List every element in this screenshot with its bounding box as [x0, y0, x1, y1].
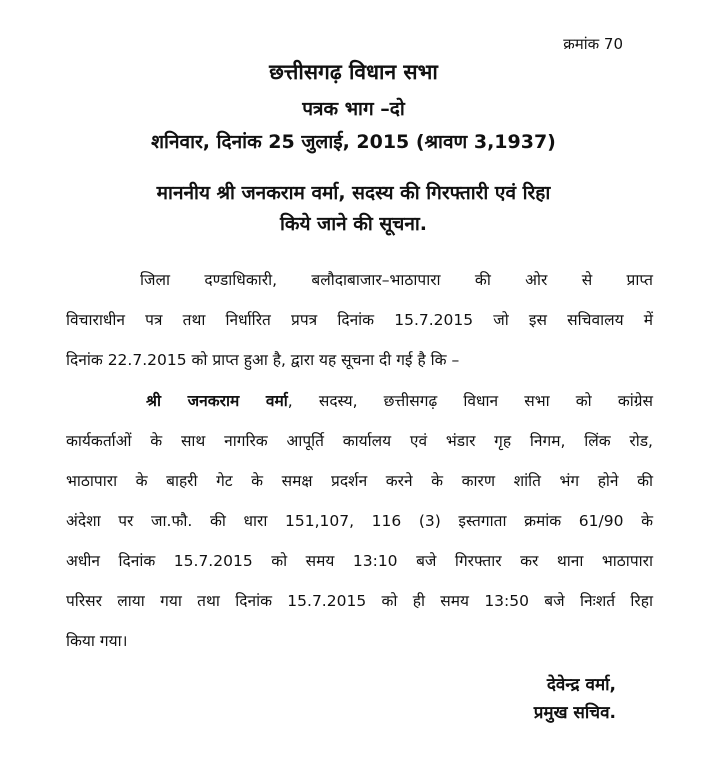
subject-line-1: माननीय श्री जनकराम वर्मा, सदस्य की गिरफ्तारी एवं रिहा: [156, 182, 551, 204]
signatory-designation: प्रमुख सचिव.: [533, 703, 616, 723]
para2-line-3: भाठापारा के बाहरी गेट के समक्ष प्रदर्शन करने के कारण शांति भंग होने की: [66, 472, 653, 490]
assembly-title: छत्तीसगढ़ विधान सभा: [269, 60, 438, 84]
para2-line-2: कार्यकर्ताओं के साथ नागरिक आपूर्ति कार्यालय एवं भंडार गृह निगम, लिंक रोड,: [66, 432, 653, 450]
para1-line-3: दिनांक 22.7.2015 को प्राप्त हुआ है, द्वारा यह सूचना दी गई है कि –: [66, 351, 460, 369]
para2-line-6: परिसर लाया गया तथा दिनांक 15.7.2015 को ही समय 13:50 बजे निःशर्त रिहा: [66, 592, 653, 610]
bulletin-part: पत्रक भाग –दो: [302, 98, 405, 120]
para2-line-5: अधीन दिनांक 15.7.2015 को समय 13:10 बजे गिरफ्तार कर थाना भाठापारा: [66, 552, 653, 570]
subject-line-2: किये जाने की सूचना.: [279, 213, 428, 235]
para1-line-1: जिला दण्डाधिकारी, बलौदाबाजार–भाठापारा की ओर से प्राप्त: [140, 271, 653, 289]
para2-line-7: किया गया।: [66, 632, 128, 650]
date-line: शनिवार, दिनांक 25 जुलाई, 2015 (श्रावण 3,1937): [151, 131, 556, 153]
signatory-name: देवेन्द्र वर्मा,: [546, 675, 616, 695]
member-name: श्री जनकराम वर्मा: [146, 392, 288, 410]
para2-line-1-text: , सदस्य, छत्तीसगढ़ विधान सभा को कांग्रेस: [287, 392, 653, 410]
serial-number: क्रमांक 70: [563, 35, 623, 53]
para2-line-4: अंदेशा पर जा.फौ. की धारा 151,107, 116 (3) इस्तगाता क्रमांक 61/90 के: [66, 512, 653, 530]
para1-line-2: विचाराधीन पत्र तथा निर्धारित प्रपत्र दिनांक 15.7.2015 जो इस सचिवालय में: [66, 311, 653, 329]
para2-line-1: [146, 391, 653, 411]
